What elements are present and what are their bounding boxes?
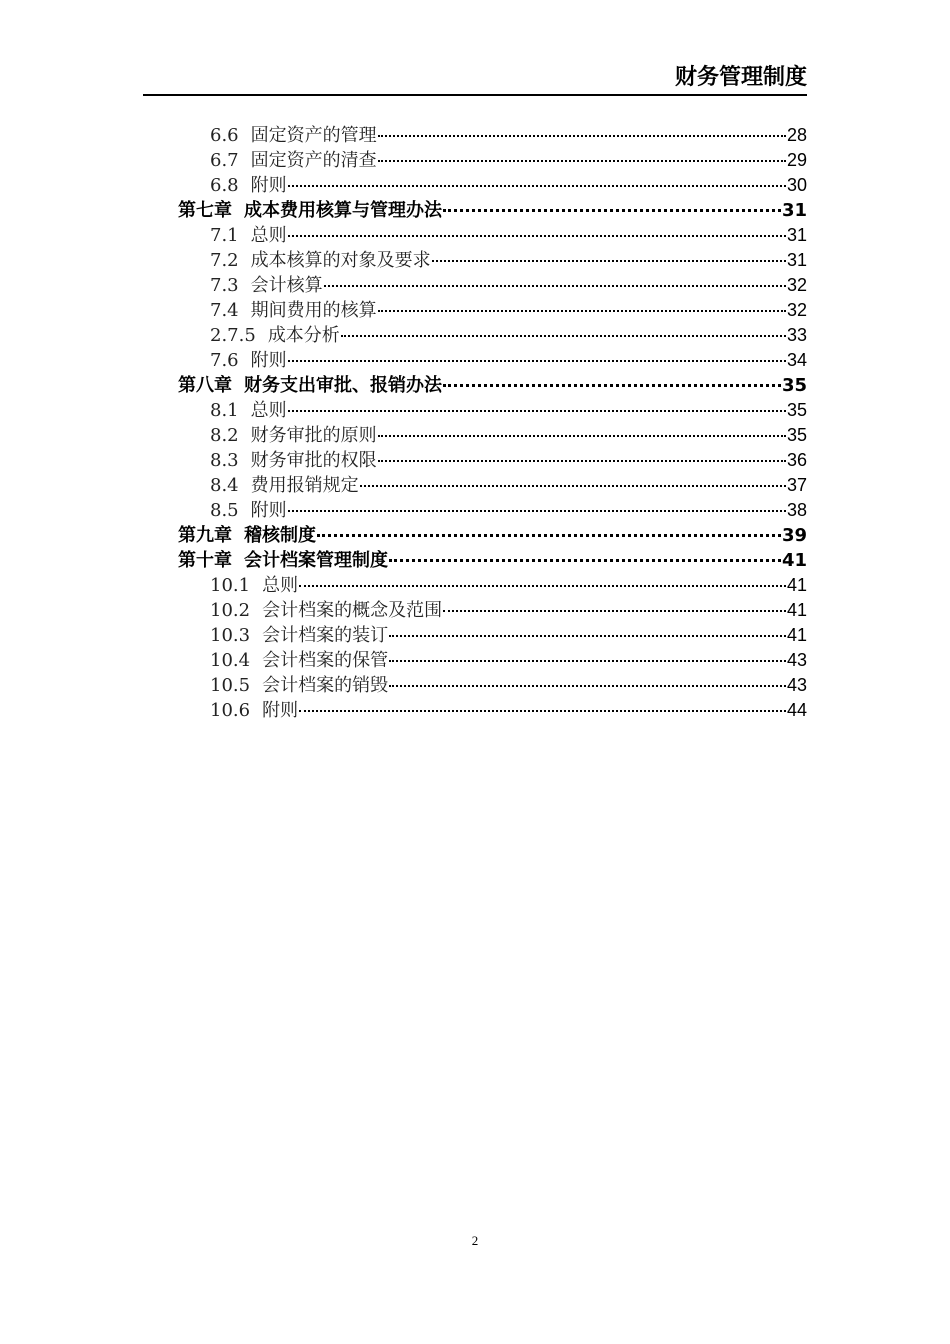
- toc-entry-title: 总则: [250, 225, 287, 246]
- toc-entry-number: 7.1: [210, 225, 239, 246]
- toc-entry-number: 7.2: [210, 250, 239, 271]
- toc-section-entry[interactable]: [178, 148, 807, 173]
- toc-entry-title: 附则: [250, 500, 287, 521]
- toc-page-number: 41: [786, 600, 807, 620]
- toc-section-entry[interactable]: [178, 223, 807, 248]
- toc-page-number: 31: [786, 225, 807, 245]
- toc-dot-leader: [389, 654, 786, 662]
- toc-entry-number: 10.1: [210, 575, 251, 596]
- toc-entry-number: 8.5: [210, 500, 239, 521]
- toc-entry-title: 财务审批的原则: [250, 425, 377, 446]
- toc-page-number: 32: [786, 300, 807, 320]
- toc-entry-title: 费用报销规定: [250, 475, 359, 496]
- toc-entry-title: 会计档案的装订: [262, 625, 389, 646]
- toc-dot-leader: [288, 179, 786, 187]
- toc-section-entry[interactable]: [178, 698, 807, 723]
- toc-entry-number: 6.7: [210, 150, 239, 171]
- toc-page-number: 41: [786, 625, 807, 645]
- toc-entry-title: 固定资产的管理: [250, 125, 377, 146]
- toc-entry-number: 第九章: [178, 525, 232, 546]
- toc-page-number: 38: [786, 500, 807, 520]
- toc-page-number: 33: [786, 325, 807, 345]
- toc-entry-number: 2.7.5: [210, 325, 256, 346]
- toc-page-number: 44: [786, 700, 807, 720]
- toc-section-entry[interactable]: [178, 273, 807, 298]
- toc-entry-number: 7.6: [210, 350, 239, 371]
- toc-dot-leader: [378, 304, 786, 312]
- toc-page-number: 28: [786, 125, 807, 145]
- toc-entry-title: 财务支出审批、报销办法: [244, 375, 442, 396]
- toc-dot-leader: [299, 579, 786, 587]
- toc-page-number: 31: [786, 250, 807, 270]
- toc-dot-leader: [288, 504, 786, 512]
- toc-dot-leader: [288, 229, 786, 237]
- toc-entry-title: 附则: [262, 700, 299, 721]
- toc-page-number: 41: [781, 550, 807, 571]
- toc-dot-leader: [432, 254, 786, 262]
- toc-section-entry[interactable]: [178, 598, 807, 623]
- toc-entry-title: 稽核制度: [244, 525, 316, 546]
- toc-entry-title: 成本费用核算与管理办法: [244, 200, 442, 221]
- toc-page-number: 43: [786, 675, 807, 695]
- toc-entry-title: 期间费用的核算: [250, 300, 377, 321]
- toc-section-entry[interactable]: [178, 648, 807, 673]
- toc-dot-leader: [317, 528, 781, 537]
- toc-page-number: 41: [786, 575, 807, 595]
- toc-section-entry[interactable]: [178, 123, 807, 148]
- toc-entry-title: 附则: [250, 175, 287, 196]
- toc-section-entry[interactable]: [178, 348, 807, 373]
- toc-entry-title: 成本核算的对象及要求: [250, 250, 431, 271]
- toc-entry-number: 8.1: [210, 400, 239, 421]
- toc-page-number: 36: [786, 450, 807, 470]
- toc-entry-number: 10.3: [210, 625, 251, 646]
- toc-entry-number: 10.5: [210, 675, 251, 696]
- toc-entry-number: 8.3: [210, 450, 239, 471]
- toc-section-entry[interactable]: [178, 473, 807, 498]
- toc-chapter-entry[interactable]: [178, 373, 807, 398]
- toc-page-number: 37: [786, 475, 807, 495]
- toc-entry-number: 8.2: [210, 425, 239, 446]
- toc-entry-title: 财务审批的权限: [250, 450, 377, 471]
- toc-page-number: 39: [781, 525, 807, 546]
- toc-section-entry[interactable]: [178, 173, 807, 198]
- toc-dot-leader: [443, 604, 786, 612]
- document-title: 财务管理制度: [674, 65, 807, 90]
- toc-dot-leader: [378, 429, 786, 437]
- toc-page-number: 35: [786, 425, 807, 445]
- toc-dot-leader: [443, 203, 781, 212]
- toc-section-entry[interactable]: [178, 248, 807, 273]
- toc-page-number: 29: [786, 150, 807, 170]
- toc-dot-leader: [341, 329, 786, 337]
- toc-entry-number: 7.3: [210, 275, 239, 296]
- toc-entry-title: 固定资产的清查: [250, 150, 377, 171]
- toc-dot-leader: [378, 454, 786, 462]
- toc-page-number: 31: [781, 200, 807, 221]
- toc-page-number: 35: [786, 400, 807, 420]
- toc-entry-title: 总则: [262, 575, 299, 596]
- toc-entry-title: 会计档案的概念及范围: [262, 600, 443, 621]
- toc-dot-leader: [378, 154, 786, 162]
- toc-dot-leader: [288, 404, 786, 412]
- toc-section-entry[interactable]: [178, 323, 807, 348]
- toc-section-entry[interactable]: [178, 398, 807, 423]
- toc-entry-number: 7.4: [210, 300, 239, 321]
- toc-dot-leader: [389, 629, 786, 637]
- toc-entry-title: 附则: [250, 350, 287, 371]
- toc-section-entry[interactable]: [178, 623, 807, 648]
- toc-entry-title: 会计档案管理制度: [244, 550, 388, 571]
- toc-dot-leader: [378, 129, 786, 137]
- toc-page-number: 34: [786, 350, 807, 370]
- toc-entry-number: 10.6: [210, 700, 251, 721]
- toc-entry-title: 成本分析: [267, 325, 340, 346]
- table-of-contents: [178, 123, 807, 723]
- toc-section-entry[interactable]: [178, 673, 807, 698]
- toc-entry-title: 总则: [250, 400, 287, 421]
- toc-chapter-entry[interactable]: [178, 523, 807, 548]
- toc-entry-number: 10.2: [210, 600, 251, 621]
- toc-page-number: 43: [786, 650, 807, 670]
- toc-dot-leader: [360, 479, 786, 487]
- toc-entry-number: 第七章: [178, 200, 232, 221]
- toc-entry-number: 8.4: [210, 475, 239, 496]
- toc-entry-title: 会计档案的保管: [262, 650, 389, 671]
- toc-section-entry[interactable]: [178, 448, 807, 473]
- toc-page-number: 35: [781, 375, 807, 396]
- toc-entry-number: 10.4: [210, 650, 251, 671]
- toc-chapter-entry[interactable]: [178, 198, 807, 223]
- toc-page-number: 30: [786, 175, 807, 195]
- toc-dot-leader: [324, 279, 786, 287]
- toc-section-entry[interactable]: [178, 298, 807, 323]
- toc-entry-number: 6.8: [210, 175, 239, 196]
- toc-entry-number: 第八章: [178, 375, 232, 396]
- toc-dot-leader: [389, 679, 786, 687]
- page-number: 2: [471, 1233, 479, 1248]
- toc-section-entry[interactable]: [178, 498, 807, 523]
- toc-entry-title: 会计档案的销毁: [262, 675, 389, 696]
- page-header: [143, 64, 807, 96]
- toc-entry-title: 会计核算: [250, 275, 323, 296]
- toc-entry-number: 第十章: [178, 550, 232, 571]
- toc-section-entry[interactable]: [178, 573, 807, 598]
- toc-chapter-entry[interactable]: [178, 548, 807, 573]
- toc-dot-leader: [288, 354, 786, 362]
- toc-dot-leader: [299, 704, 786, 712]
- toc-dot-leader: [443, 378, 781, 387]
- toc-entry-number: 6.6: [210, 125, 239, 146]
- toc-dot-leader: [389, 553, 781, 562]
- toc-page-number: 32: [786, 275, 807, 295]
- toc-section-entry[interactable]: [178, 423, 807, 448]
